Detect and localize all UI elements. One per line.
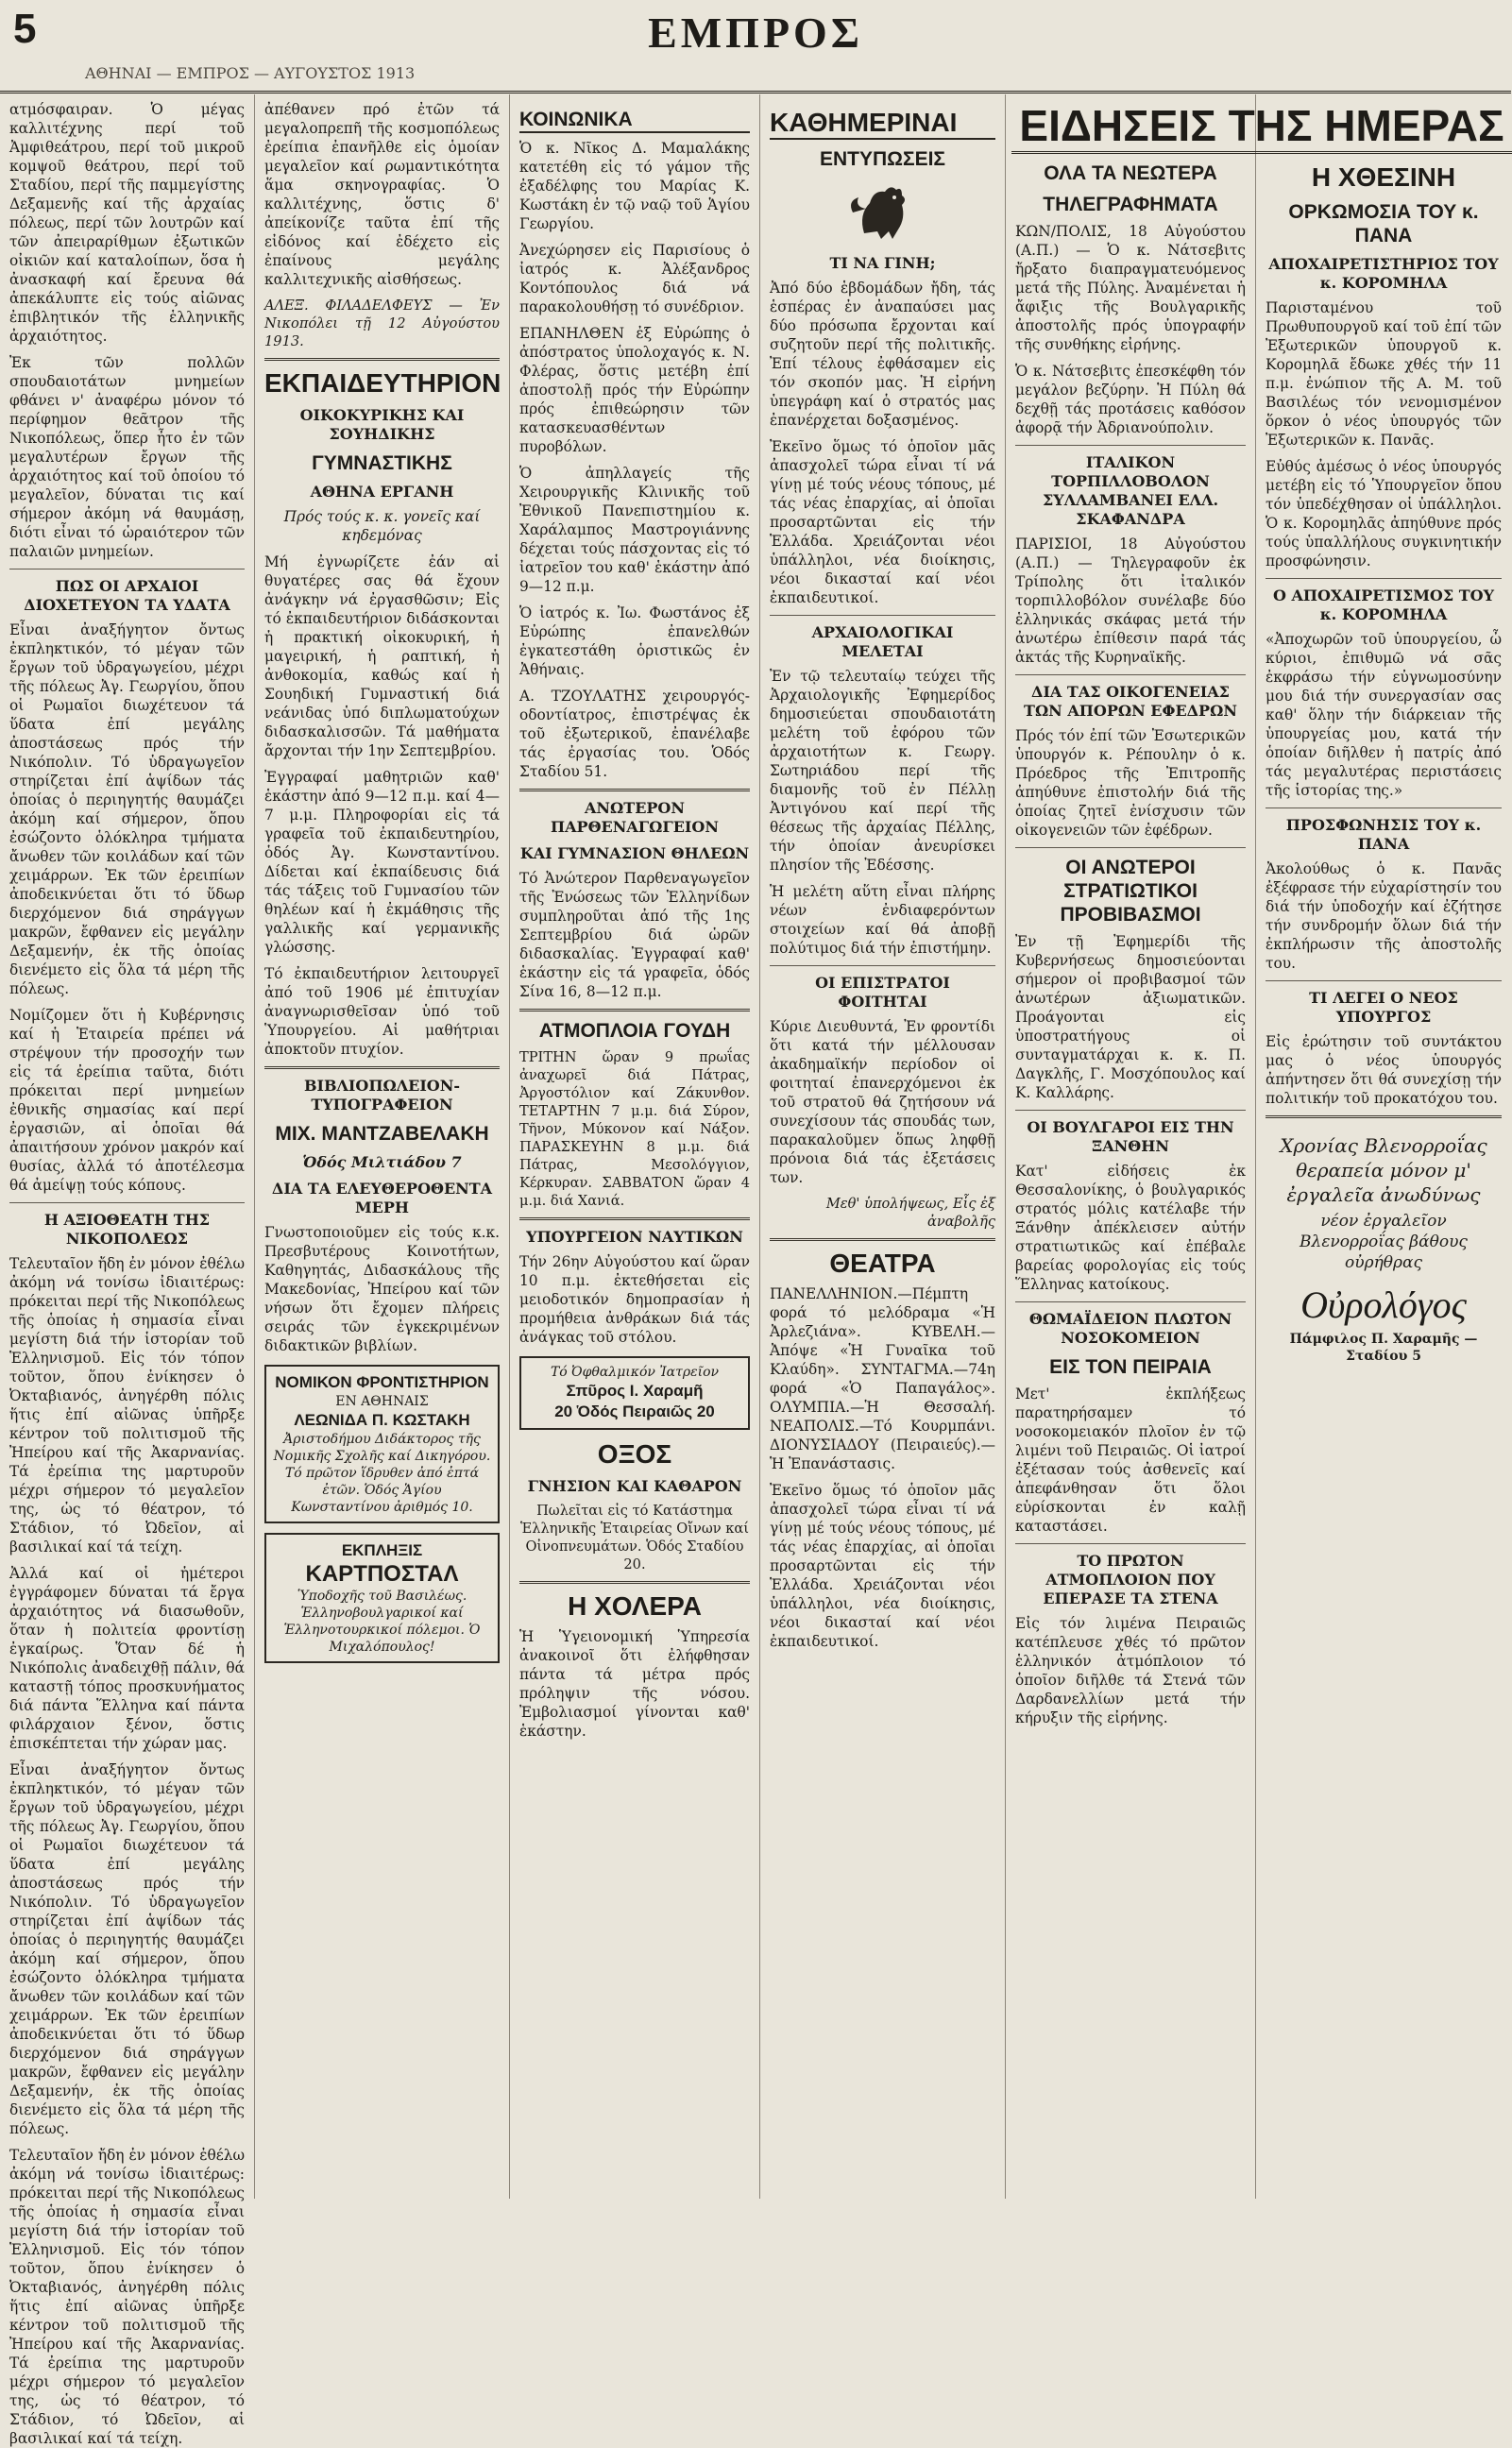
article-text: Ἡ μελέτη αὕτη εἶναι πλήρης νέων ἐνδιαφερόντων στοιχείων καί θά ἀποβῇ πολύτιμος διά τήν ἐπιστήμην. (770, 883, 995, 957)
column-3 (510, 94, 760, 2199)
section-heading: Ο ΑΠΟΧΑΙΡΕΤΙΣΜΟΣ ΤΟΥ κ. ΚΟΡΟΜΗΛΑ (1272, 586, 1494, 623)
section-heading: Η ΧΟΛΕΡΑ (568, 1591, 702, 1621)
article-text: Ἐκ τῶν πολλῶν σπουδαιοτάτων μνημείων φθάνει ν' ἀναφέρω μόνον τό περίφημον θεᾶτρον τῆς Νικοπόλεως, ὅπερ ἦτο ἐν τῶν μεγαλυτέρων ἔργων τῆς ἀρχαιότητος καί τοῦ ὁποίου τό μεγαλεῖον, δύναται τις καί σήμερον ἀκόμη νά θαυμάσῃ, διότι εἶναι τό ὡραιότερον τῶν παλαιῶν μνημείων. (9, 354, 245, 560)
section-heading: ΟΙ ΒΟΥΛΓΑΡΟΙ ΕΙΣ ΤΗΝ ΞΑΝΘΗΝ (1027, 1118, 1234, 1155)
divider (1266, 980, 1502, 981)
ad-text: νέον ἐργαλεῖον Βλενορροΐας βάθους οὐρήθρας (1300, 1212, 1468, 1272)
postcard-ad (264, 1533, 500, 1663)
ad-text: Ἀριστοδήμου Διδάκτορος τῆς Νομικῆς Σχολῆς καί Δικηγόρου. Τό πρῶτον ἵδρυθεν ἀπό ἐπτά ἐτῶν. Ὁδός Ἁγίου Κωνσταντίνου ἀριθμός 10. (273, 1432, 491, 1515)
divider (264, 1066, 500, 1069)
divider (770, 965, 995, 966)
divider (1266, 1115, 1502, 1118)
ad-heading: ΚΑΙ ΓΥΜΝΑΣΙΟΝ ΘΗΛΕΩΝ (519, 844, 750, 862)
ad-text: Πωλεῖται εἰς τό Κατάστημα Ἑλληνικῆς Ἑταιρείας Οἴνων καί Οἰνοπνευμάτων. Ὁδός Σταδίου 20. (520, 1503, 749, 1572)
ad-tagline: Πρός τούς κ. κ. γονεῖς καί κηδεμόνας (283, 508, 481, 544)
ad-heading: ΕΚΠΛΗΞΙΣ (341, 1541, 423, 1559)
section-heading: ΤΗΛΕΓΡΑΦΗΜΑΤΑ (1043, 194, 1218, 215)
ad-heading: ΑΤΜΟΠΛΟΙΑ ΓΟΥΔΗ (538, 1020, 731, 1042)
section-heading: ΚΟΙΝΩΝΙΚΑ (519, 108, 750, 133)
article-text: ΠΑΡΙΣΙΟΙ, 18 Αὐγούστου (Α.Π.) — Τηλεγραφοῦν ἐκ Τρίπολης ὅτι ἰταλικόν τορπιλλοβόλον συνέλαβε δύο ἑλληνικάς σκάφας μετά τήν ἀνωτέρω ἐπίθεσιν παρά τάς ἀκτάς τῆς Κυρηναϊκῆς. (1015, 536, 1246, 666)
article-text: ΚΩΝ/ΠΟΛΙΣ, 18 Αὐγούστου (Α.Π.) — Ὁ κ. Νάτσεβιτς ἤρξατο διαπραγματευόμενος μετά τῆς Πύλης. Ἀναμένεται ἡ ἄφιξις τῆς Βουλγαρικῆς ἀποστολῆς πρός ὑπογραφήν τῆς συνθήκης εἰρήνης. (1015, 223, 1246, 353)
article-text: Ἀπό δύο ἑβδομάδων ἤδη, τάς ἑσπέρας ἐν ἀναπαύσει μας δύο πρόσωπα ἔρχονται καί συζητοῦν περί τῆς πολιτικῆς. Ἐπί τέλους ἐφθάσαμεν εἰς τόν σκοπόν μας. Ἡ εἰρήνη ὑπεγράφη καί ὁ στρατός μας ἐπανέρχεται δοξασμένος. (770, 280, 995, 429)
article-text: Ὁ κ. Νῖκος Δ. Μαμαλάκης κατετέθη εἰς τό γάμον τῆς ἐξαδέλφης του Μαρίας Κ. Κωστάκη ἐν τῷ ναῷ τοῦ Ἁγίου Γεωργίου. (519, 140, 750, 232)
urologist-ad (1266, 1128, 1502, 1370)
ad-text: Ὑποδοχῆς τοῦ Βασιλέως. Ἑλληνοβουλγαρικοί καί Ἑλληνοτουρκικοί πόλεμοι. Ὁ Μιχαλόπουλος! (283, 1589, 481, 1655)
banner-spacer (1266, 100, 1502, 155)
article-text: ατμόσφαιραν. Ὁ μέγας καλλιτέχνης περί τοῦ Ἀμφιθεάτρου, περί τοῦ μικροῦ κομψοῦ θεάτρου, περί τοῦ Σταδίου, περί τῆς παμμεγίστης Δεξαμενῆς καί τῆς ἀρχαίας πόλεως, περί τῶν λουτρῶν καί τῶν ἀπειραρίθμων ἐξωτικῶν οἰκιῶν καί καταλοίπων, ὅσα ἡ ἀνασκαφή καί ἔρευνα θά ἀπεκάλυπτε εἰς τούς αἰῶνας ἐπιβλητικόν τῆς ἑλληνικῆς ἀρχαιότητος. (9, 101, 245, 345)
urologist-title: Οὐρολόγος (1300, 1284, 1467, 1326)
article-text: ΕΠΑΝΗΛΘΕΝ ἐξ Εὐρώπης ὁ ἀπόστρατος ὑπολοχαγός κ. Ν. Φλέρας, ὅστις μετέβη ἐπί ἀποστολῇ πρός τήν Εὐρώπην πρός ἐπιθεώρησιν τῶν κατασκευασθέντων πυροβόλων. (519, 325, 750, 455)
ad-heading: ΝΟΜΙΚΟΝ ΦΡΟΝΤΙΣΤΗΡΙΟΝ (275, 1373, 489, 1391)
ad-subheading: ΕΝ ΑΘΗΝΑΙΣ (335, 1394, 429, 1409)
divider (1015, 847, 1246, 848)
divider (264, 358, 500, 361)
news-of-the-day-banner: ΕΙΔΗΣΕΙΣ ΤΗΣ ΗΜΕΡΑΣ (1011, 100, 1512, 154)
article-text: Εἶναι ἀναξήγητον ὄντως ἐκπληκτικόν, τό μέγαν τῶν ἔργων τοῦ ὑδραγωγείου, μέχρι τῆς πόλεως Ἀγ. Γεωργίου, ὅπου οἱ Ρωμαῖοι διωχέτευον τά ὕδατα ἐπί μεγάλης ἀποστάσεως πρός τήν Νικόπολιν. Τό ὑδραγωγεῖον στηρίζεται ἐπί ἁψίδων τάς ὁποίας ὁ περιηγητής θαυμάζει ἀκόμη καί σήμερον, ὅπου ἐσώζοντο ὁλόκληρα τμήματα ἄνωθεν τῶν κοιλάδων καί τῶν χειμάρρων. Ἐκ τῶν ἐρειπίων ἀποδεικνύεται ὅτι τό ὕδωρ διερχόμενον διά σηράγγων μακρῶν, ἔφθανεν εἰς μεγάλην Δεξαμενήν, ἐκ τῆς ὁποίας διενέμετο εἰς ὅλα τά μέρη τῆς πόλεως. (9, 1761, 245, 2137)
column-question: ΤΙ ΝΑ ΓΙΝΗ; (829, 254, 936, 272)
section-subheading: ΑΠΟΧΑΙΡΕΤΙΣΤΗΡΙΟΣ ΤΟΥ κ. ΚΟΡΟΜΗΛΑ (1268, 255, 1499, 292)
article-text: Ἡ Ὑγειονομική Ὑπηρεσία ἀνακοινοῖ ὅτι ἐλήφθησαν πάντα τά μέτρα πρός πρόληψιν τῆς νόσου. Ἐμβολιασμοί γίνονται καθ' ἑκάστην. (519, 1628, 750, 1740)
section-heading: Η ΑΞΙΟΘΕΑΤΗ ΤΗΣ ΝΙΚΟΠΟΛΕΩΣ (43, 1211, 211, 1248)
divider (1015, 445, 1246, 446)
article-text: Ἐγγραφαί μαθητριῶν καθ' ἑκάστην ἀπό 9—12 π.μ. καί 4—7 μ.μ. Πληροφορίαι εἰς τά γραφεῖα τοῦ ἐκπαιδευτηρίου, ὁδός Ἀγ. Κωνσταντίνου. Δίδεται καί ἐκπαίδευσις διά τάς τάξεις τοῦ Γυμνασίου τῶν θηλέων καί ἡ ἐκμάθησις τῆς γαλλικῆς καί γερμανικῆς γλώσσης. (264, 769, 500, 956)
paper-title: ΕΜΠΡΟΣ (648, 8, 863, 57)
divider (519, 1009, 750, 1012)
masthead (0, 0, 1511, 94)
divider (9, 569, 245, 570)
divider (1015, 674, 1246, 675)
article-text: Ὁ κ. Νάτσεβιτς ἐπεσκέφθη τόν μεγάλον βεζύρην. Ἡ Πύλη θά δεχθῇ τάς προτάσεις καθόσον ἀφορᾷ τήν Ἀδριανούπολιν. (1015, 363, 1246, 436)
section-heading: ΟΡΚΩΜΟΣΙΑ ΤΟΥ κ. ΠΑΝΑ (1288, 201, 1479, 246)
divider (770, 615, 995, 616)
article-text: Τό ἐκπαιδευτήριον λειτουργεῖ ἀπό τοῦ 1906 μέ ἐπιτυχίαν ἀναγνωρισθεῖσαν ὑπό τοῦ Ὑπουργείου. Αἱ μαθήτριαι ἀποκτοῦν πτυχίον. (264, 965, 500, 1058)
signature: ΑΛΕΞ. ΦΙΛΑΔΕΛΦΕΥΣ — Ἐν Νικοπόλει τῇ 12 Αὐγούστου 1913. (264, 298, 500, 349)
article-text: Γνωστοποιοῦμεν εἰς τούς κ.κ. Πρεσβυτέρους Κοινοτήτων, Καθηγητάς, Διδασκάλους τῆς Μακεδονίας, Ἠπείρου καί τῶν νήσων ὅτι ἔχομεν πλήρεις σειράς τῶν ἐγκεκριμένων διδακτικῶν βιβλίων. (264, 1224, 500, 1354)
section-heading: ΚΑΘΗΜΕΡΙΝΑΙ (770, 108, 995, 140)
divider (770, 1238, 995, 1241)
divider (519, 1217, 750, 1220)
article-text: Εὐθύς ἀμέσως ὁ νέος ὑπουργός μετέβη εἰς τό Ὑπουργεῖον ὅπου τόν ὑπεδέχθησαν οἱ ὑπάλληλοι. Ὁ κ. Κορομηλᾶς ἀπηύθυνε πρός τούς ὑπαλλήλους συγκινητικήν προσφώνησιν. (1266, 458, 1502, 570)
article-text: Εἰς τόν λιμένα Πειραιῶς κατέπλευσε χθές τό πρῶτον ἑλληνικόν ἀτμόπλοιον τό ὁποῖον διῆλθε τά Στενά τῶν Δαρδανελλίων μετά τήν κήρυξιν τῆς εἰρήνης. (1015, 1615, 1246, 1726)
article-text: «Ἀποχωρῶν τοῦ ὑπουργείου, ὦ κύριοι, ἐπιθυμῶ νά σᾶς ἐκφράσω τήν εὐγνωμοσύνην μου διά τήν συνεργασίαν σας καθ' ὅλην τήν διάρκειαν τῆς ὑπουργείας μου, κατά τήν ὁποίαν διῆλθεν ἡ πατρίς ἀπό τάς μεγαλυτέρας περιστάσεις τῆς ἱστορίας της.» (1266, 631, 1502, 799)
article-text: Παρισταμένου τοῦ Πρωθυπουργοῦ καί τοῦ ἐπί τῶν Ἐξωτερικῶν ὑπουργοῦ κ. Κορομηλᾶ ἔδωκε χθές τήν 11 π.μ. ἐνώπιον τῆς Α. Μ. τοῦ Βασιλέως τόν νενομισμένον ὅρκον ὁ νέος ὑπουργός τῶν Ἐξωτερικῶν κ. Πανᾶς. (1266, 299, 1502, 449)
article-text: Μετ' ἐκπλήξεως παρατηρήσαμεν τό νοσοκομειακόν πλοῖον ἐν τῷ λιμένι τοῦ Πειραιῶς. Οἱ ἰατροί ἐξέτασαν τούς ἀσθενεῖς καί ἀπεφάνθησαν ὅτι ὅλοι εὑρίσκονται ἐν καλῇ καταστάσει. (1015, 1386, 1246, 1535)
column-2 (255, 94, 510, 2199)
rooster-icon (845, 177, 921, 246)
section-heading: ΠΩΣ ΟΙ ΑΡΧΑΙΟΙ ΔΙΟΧΕΤΕΥΟΝ ΤΑ ΥΔΑΤΑ (24, 577, 230, 614)
article-text: ΠΑΝΕΛΛΗΝΙΟΝ.—Πέμπτη φορά τό μελόδραμα «Ἡ Ἀρλεζιάνα». ΚΥΒΕΛΗ.—Ἀπόψε «Ἡ Γυναῖκα τοῦ Κλαύδη». ΣΥΝΤΑΓΜΑ.—74η φορά «Ὁ Παπαγάλος». ΟΛΥΜΠΙΑ.—Ἡ Θεσσαλή. ΝΕΑΠΟΛΙΣ.—Τό Κουρμπάνι. ΔΙΟΝΥΣΙΑΔΟΥ (Πειραιεύς).—Ἡ Ἐπανάστασις. (770, 1285, 995, 1472)
ad-heading: ΥΠΟΥΡΓΕΙΟΝ ΝΑΥΤΙΚΩΝ (526, 1228, 743, 1246)
section-heading: ΟΛΑ ΤΑ ΝΕΩΤΕΡΑ (1044, 162, 1217, 184)
article-text: Τελευταῖον ἤδη ἐν μόνον ἐθέλω ἀκόμη νά τονίσω ἰδιαιτέρως: πρόκειται περί τῆς Νικοπόλεως τῆς ὁποίας ἡ σημασία εἶναι μεγίστη διά τήν ἱστορίαν τοῦ Ἑλληνισμοῦ. Εἰς τόν τόπον τοῦτον, ὅπου ἐνίκησεν ὁ Ὀκταβιανός, ἀνηγέρθη πόλις ἥτις ἐπί αἰῶνας ὑπῆρξε κέντρον τοῦ πολιτισμοῦ τῆς Ἠπείρου καί τῆς Ἀκαρνανίας. Τά ἐρείπια της μαρτυροῦν μέχρι σήμερον τό μεγαλεῖον της, ὡς τό θέατρον, τό Στάδιον, τό Ὠδεῖον, αἱ βασιλικαί καί τά τείχη. (9, 1255, 245, 1556)
ad-heading: ΜΙΧ. ΜΑΝΤΖΑΒΕΛΑΚΗ (275, 1123, 489, 1145)
divider (1266, 578, 1502, 579)
divider (519, 1581, 750, 1584)
section-heading: ΠΡΟΣΦΩΝΗΣΙΣ ΤΟΥ κ. ΠΑΝΑ (1285, 816, 1482, 853)
divider (1015, 1543, 1246, 1544)
article-text: Τό Ἀνώτερον Παρθεναγωγεῖον τῆς Ἐνώσεως τῶν Ἑλληνίδων συμπληροῦται ἀπό τῆς 1ης Σεπτεμβρίου διά ὡρῶν διδασκαλίας. Ἐγγραφαί καθ' ἑκάστην εἰς τά γραφεῖα, ὁδός Σίνα 16, 8—12 π.μ. (519, 870, 750, 1000)
ad-subheading: ΔΙΑ ΤΑ ΕΛΕΥΘΕΡΟΘΕΝΤΑ ΜΕΡΗ (271, 1180, 493, 1216)
signature: Μεθ' ὑπολήψεως, Εἷς ἐξ ἀναβολῆς (825, 1196, 995, 1230)
article-text: Ἐν τῇ Ἐφημερίδι τῆς Κυβερνήσεως δημοσιεύονται σήμερον οἱ προβιβασμοί τῶν ἀνωτέρων ἀξιωματικῶν. Προάγονται εἰς ὑποστρατήγους οἱ συνταγματάρχαι κ. κ. Π. Δαγκλῆς, Γ. Μοσχόπουλος καί Κ. Καλλάρης. (1015, 933, 1246, 1101)
ad-heading: ΟΞΟΣ (597, 1439, 672, 1469)
ad-address: Ὁδός Μιλτιάδου 7 (302, 1153, 462, 1171)
article-text: ἀπέθανεν πρό ἐτῶν τά μεγαλοπρεπῆ τῆς κοσμοπόλεως ἐρείπια ἐπανῆλθε εἰς ὁμοίαν μεγαλεῖον καί ρωμαντικότητα ἅμα σκηνογραφίας. Ὁ καλλιτέχνης, ὅστις δ' ἀπείκονίζε ταῦτα ἐπί τῆς εἰδόνος καί ἐδέχετο εἰς ἐπαίνους μεγάλης καλλιτεχνικῆς αἰσθήσεως. (264, 101, 500, 288)
divider (1015, 1110, 1246, 1111)
article-text: Α. ΤΖΟΥΛΑΤΗΣ χειρουργός-οδοντίατρος, ἐπιστρέψας ἐκ τοῦ ἐξωτερικοῦ, ἐπανέλαβε τάς ἐργασίας του. Ὁδός Σταδίου 51. (519, 688, 750, 780)
article-text: Ὁ ἰατρός κ. Ἰω. Φωστάνος ἐξ Εὐρώπης ἐπανελθών ἐγκατεστάθη ὁριστικῶς ἐν Ἀθήναις. (519, 604, 750, 678)
dateline: ΑΘΗΝΑΙ — ΕΜΠΡΟΣ — ΑΥΓΟΥΣΤΟΣ 1913 (85, 64, 416, 82)
section-heading: ΘΕΑΤΡΑ (829, 1249, 936, 1278)
ad-address: 20 Ὁδός Πειραιῶς 20 (554, 1402, 715, 1420)
article-text: Πρός τόν ἐπί τῶν Ἐσωτερικῶν ὑπουργόν κ. Ρέπουλην ὁ κ. Πρόεδρος τῆς Ἐπιτροπῆς ἀπηύθυνε ἐπιστολήν διά τῆς ὁποίας ζητεῖ ἐνίσχυσιν τῶν οἰκογενειῶν τῶν ἐφέδρων. (1015, 727, 1246, 839)
article-text: Ἐκεῖνο ὅμως τό ὁποῖον μᾶς ἀπασχολεῖ τώρα εἶναι τί νά γίνῃ μέ τούς νέους τόπους, μέ τάς νέας ἐπαρχίας, αἱ ὁποῖαι προσαρτῶνται εἰς τήν Ἑλλάδα. Χρειάζονται νέοι ὑπάλληλοι, νέα διοίκησις, νέοι δικασταί καί νέοι ἐκπαιδευτικοί. (770, 1482, 995, 1650)
article-text: Ἀκολούθως ὁ κ. Πανᾶς ἐξέφρασε τήν εὐχαρίστησίν του διά τήν ὑποδοχήν καί ἐζήτησε τήν συνδρομήν ὅλων διά τήν ἐκπλήρωσιν τῆς ἀποστολῆς του. (1266, 860, 1502, 972)
ad-heading: Σπῦρος Ι. Χαραμῆ (566, 1382, 704, 1400)
article-text: Ἀλλά καί οἱ ἡμέτεροι ἐγγράφομεν δύναται τά ἔργα ἀρχαιότητος νά διασωθοῦν, ὅταν ἡ πολιτεία φροντίσῃ ἐγκαίρως. Ὅταν δέ ἡ Νικόπολις ἀναδειχθῇ πάλιν, θά καταστῇ τόπος προσκυνήματος διά πάντα Ἕλληνα καί πάντα φιλάρχαιον ξένον, ὅστις ἐπισκέπτεται τήν χώραν μας. (9, 1565, 245, 1752)
ad-address: Πάμφιλος Π. Χαραμῆς — Σταδίου 5 (1289, 1332, 1478, 1364)
ad-heading: ΕΚΠΑΙΔΕΥΤΗΡΙΟΝ (264, 368, 501, 398)
ad-subheading: ΓΥΜΝΑΣΤΙΚΗΣ (312, 452, 452, 474)
section-heading: ΟΙ ΕΠΙΣΤΡΑΤΟΙ ΦΟΙΤΗΤΑΙ (815, 974, 950, 1011)
divider (9, 1202, 245, 1203)
article-text: Μή ἐγνωρίζετε ἐάν αἱ θυγατέρες σας θά ἔχουν ἀνάγκην νά ἐργασθῶσιν; Εἰς τό ἐκπαιδευτήριον διδάσκονται ἡ πρακτική οἰκοκυρική, ἡ μαγειρική, ἡ ραπτική, ἡ ἀνθοκομία, καθώς καί ἡ Σουηδική Γυμναστική διά νεάνιδας ὑπό διπλωματούχων διδασκαλισσῶν. Τά μαθήματα ἄρχονται τήν 1ην Σεπτεμβρίου. (264, 553, 500, 759)
section-heading: ΟΙ ΑΝΩΤΕΡΟΙ ΣΤΡΑΤΙΩΤΙΚΟΙ ΠΡΟΒΙΒΑΣΜΟΙ (1060, 857, 1201, 926)
column-1 (0, 94, 255, 2447)
article-text: Τήν 26ην Αὐγούστου καί ὥραν 10 π.μ. ἐκτεθήσεται εἰς μειοδοτικόν δημοπρασίαν ἡ προμήθεια ἀνθράκων διά τάς ἀνάγκας τοῦ στόλου. (519, 1253, 750, 1346)
column-4 (760, 94, 1006, 2199)
article-text: Εἶναι ἀναξήγητον ὄντως ἐκπληκτικόν, τό μέγαν τῶν ἔργων τοῦ ὑδραγωγείου, μέχρι τῆς πόλεως Ἀγ. Γεωργίου, ὅπου οἱ Ρωμαῖοι διωχέτευον τά ὕδατα ἐπί μεγάλης ἀποστάσεως πρός τήν Νικόπολιν. Τό ὑδραγωγεῖον στηρίζεται ἐπί ἁψίδων τάς ὁποίας ὁ περιηγητής θαυμάζει ἀκόμη καί σήμερον, ὅπου ἐσώζοντο ὁλόκληρα τμήματα ἄνωθεν τῶν κοιλάδων καί τῶν χειμάρρων. Ἐκ τῶν ἐρειπίων ἀποδεικνύεται ὅτι τό ὕδωρ διερχόμενον διά σηράγγων μακρῶν, ἔφθανεν εἰς μεγάλην Δεξαμενήν, ἐκ τῆς ὁποίας διενέμετο εἰς ὅλα τά μέρη τῆς πόλεως. (9, 621, 245, 997)
section-heading: ΔΙΑ ΤΑΣ ΟΙΚΟΓΕΝΕΙΑΣ ΤΩΝ ΑΠΟΡΩΝ ΕΦΕΔΡΩΝ (1024, 683, 1237, 720)
eye-clinic-ad (519, 1356, 750, 1430)
ad-subheading: ΟΙΚΟΚΥΡΙΚΗΣ ΚΑΙ ΣΟΥΗΔΙΚΗΣ (299, 406, 465, 443)
article-text: Τελευταῖον ἤδη ἐν μόνον ἐθέλω ἀκόμη νά τονίσω ἰδιαιτέρως: πρόκειται περί τῆς Νικοπόλεως τῆς ὁποίας ἡ σημασία εἶναι μεγίστη διά τήν ἱστορίαν τοῦ Ἑλληνισμοῦ. Εἰς τόν τόπον τοῦτον, ὅπου ἐνίκησεν ὁ Ὀκταβιανός, ἀνηγέρθη πόλις ἥτις ἐπί αἰῶνας ὑπῆρξε κέντρον τοῦ πολιτισμοῦ τῆς Ἠπείρου καί τῆς Ἀκαρνανίας. Τά ἐρείπια της μαρτυροῦν μέχρι σήμερον τό μεγαλεῖον της, ὡς τό θέατρον, τό Στάδιον, τό Ὠδεῖον, αἱ βασιλικαί καί τά τείχη. (9, 2147, 245, 2447)
section-heading: ΤΙ ΛΕΓΕΙ Ο ΝΕΟΣ ΥΠΟΥΡΓΟΣ (1309, 989, 1458, 1026)
ad-heading: ΒΙΒΛΙΟΠΩΛΕΙΟΝ-ΤΥΠΟΓΡΑΦΕΙΟΝ (303, 1077, 460, 1114)
ad-text: Χρονίας Βλενορροΐας θεραπεία μόνον μ' ἐργαλεῖα ἀνωδύνως (1280, 1134, 1487, 1206)
law-school-ad (264, 1365, 500, 1523)
ad-subheading: ΓΝΗΣΙΟΝ ΚΑΙ ΚΑΘΑΡΟΝ (527, 1477, 742, 1495)
ad-text: Τό Ὀφθαλμικόν Ἰατρεῖον (550, 1365, 720, 1380)
article-text: Κύριε Διευθυντά, Ἐν φροντίδι ὅτι κατά τήν μέλλουσαν ἀκαδημαϊκήν περίοδον οἱ φοιτηταί ἐπανερχόμενοι ἐκ τοῦ στρατοῦ θά ζητήσουν νά συνεχίσουν τάς σπουδάς των, παρακαλοῦμεν ὅπως ληφθῇ πρόνοια διά τάς ἐξετάσεις των. (770, 1018, 995, 1186)
article-text: Ἀνεχώρησεν εἰς Παρισίους ὁ ἰατρός κ. Ἀλέξανδρος Κοντόπουλος διά νά παρακολουθήσῃ τό συνέδριον. (519, 242, 750, 315)
article-text: Ὁ ἀπηλλαγείς τῆς Χειρουργικῆς Κλινικῆς τοῦ Ἐθνικοῦ Πανεπιστημίου κ. Χαράλαμπος Μαστρογιάννης δέχεται τούς πάσχοντας εἰς τό ἰατρεῖον του καθ' ἑκάστην ἀπό 9—12 π.μ. (519, 465, 750, 595)
section-heading: ΤΟ ΠΡΩΤΟΝ ΑΤΜΟΠΛΟΙΟΝ ΠΟΥ ΕΠΕΡΑΣΕ ΤΑ ΣΤΕΝΑ (1043, 1552, 1218, 1607)
ad-heading: ΚΑΡΤΠΟΣΤΑΛ (305, 1561, 459, 1587)
section-heading: Η ΧΘΕΣΙΝΗ (1311, 162, 1456, 192)
section-heading: ΑΡΧΑΙΟΛΟΓΙΚΑΙ ΜΕΛΕΤΑΙ (811, 623, 954, 660)
page-number: 5 (13, 6, 37, 52)
article-text: Ἐν τῷ τελευταίῳ τεύχει τῆς Ἀρχαιολογικῆς Ἐφημερίδος δημοσιεύεται σπουδαιοτάτη μελέτη τοῦ ἐφόρου τῶν ἀρχαιοτήτων κ. Γεωργ. Σωτηριάδου περί τῆς διαμονῆς τοῦ ἐν Πέλλῃ Ἀντιγόνου καί περί τῆς θέσεως τῆς ἀρχαίας Πέλλης, τήν ὁποίαν ἀνευρίσκει πλησίον τῆς Ἐδέσσης. (770, 668, 995, 874)
article-text: Κατ' εἰδήσεις ἐκ Θεσσαλονίκης, ὁ βουλγαρικός στρατός μόλις κατέλαβε τήν Ξάνθην ἀπέκλεισεν αὐτήν στρατιωτικῶς καί ἐπέβαλε βαρείας φορολογίας εἰς τούς Ἕλληνας κατοίκους. (1015, 1163, 1246, 1293)
article-text: Ἐκεῖνο ὅμως τό ὁποῖον μᾶς ἀπασχολεῖ τώρα εἶναι τί νά γίνῃ μέ τούς νέους τόπους, μέ τάς νέας ἐπαρχίας, αἱ ὁποῖαι προσαρτῶνται εἰς τήν Ἑλλάδα. Χρειάζονται νέοι ὑπάλληλοι, νέα διοίκησις, νέοι δικασταί καί νέοι ἐκπαιδευτικοί. (770, 438, 995, 606)
article-text: Εἰς ἐρώτησιν τοῦ συντάκτου μας ὁ νέος ὑπουργός ἀπήντησεν ὅτι θά συνεχίσῃ τήν πολιτικήν τοῦ προκατόχου του. (1266, 1033, 1502, 1107)
article-text: Νομίζομεν ὅτι ἡ Κυβέρνησις καί ἡ Ἑταιρεία πρέπει νά στρέψουν τήν προσοχήν των εἰς τά ἐρείπια ταῦτα, διότι πρόκειται περί μνημείων ἐθνικῆς σημασίας καί περί ἐργασιῶν, αἱ ὁποῖαι θά ἀπαιτήσουν χρόνον μακρόν καί θυσίας, ἀλλά τό ἀποτέλεσμα θά ἀμείψῃ τούς κόπους. (9, 1007, 245, 1194)
divider (519, 789, 750, 791)
ad-heading: ΑΝΩΤΕΡΟΝ ΠΑΡΘΕΝΑΓΩΓΕΙΟΝ (551, 799, 719, 836)
section-heading: ΕΙΣ ΤΟΝ ΠΕΙΡΑΙΑ (1049, 1356, 1212, 1378)
ad-heading: ΛΕΩΝΙΔΑ Π. ΚΩΣΤΑΚΗ (294, 1411, 470, 1429)
divider (1015, 1301, 1246, 1302)
section-heading: ΘΩΜΑΪΔΕΙΟΝ ΠΛΩΤΟΝ ΝΟΣΟΚΟΜΕΙΟΝ (1028, 1310, 1232, 1347)
section-heading: ΙΤΑΛΙΚΟΝ ΤΟΡΠΙΛΛΟΒΟΛΟΝ ΣΥΛΛΑΜΒΑΝΕΙ ΕΛΛ. ΣΚΑΦΑΝΔΡΑ (1042, 453, 1219, 528)
article-text: ΤΡΙΤΗΝ ὥραν 9 πρωΐας ἀναχωρεῖ διά Πάτρας, Ἀργοστόλιον καί Ζάκυνθον. ΤΕΤΑΡΤΗΝ 7 μ.μ. διά Σύρον, Τῆνον, Μύκονον καί Νάξον. ΠΑΡΑΣΚΕΥΗΝ 8 μ.μ. διά Πάτρας, Μεσολόγγιον, Κέρκυραν. ΣΑΒΒΑΤΟΝ ὥραν 4 μ.μ. διά Χανιά. (519, 1049, 750, 1209)
column-6 (1256, 94, 1511, 2199)
section-heading: ΕΝΤΥΠΩΣΕΙΣ (819, 148, 946, 170)
ad-subheading: ΑΘΗΝΑ ΕΡΓΑΝΗ (310, 483, 454, 501)
